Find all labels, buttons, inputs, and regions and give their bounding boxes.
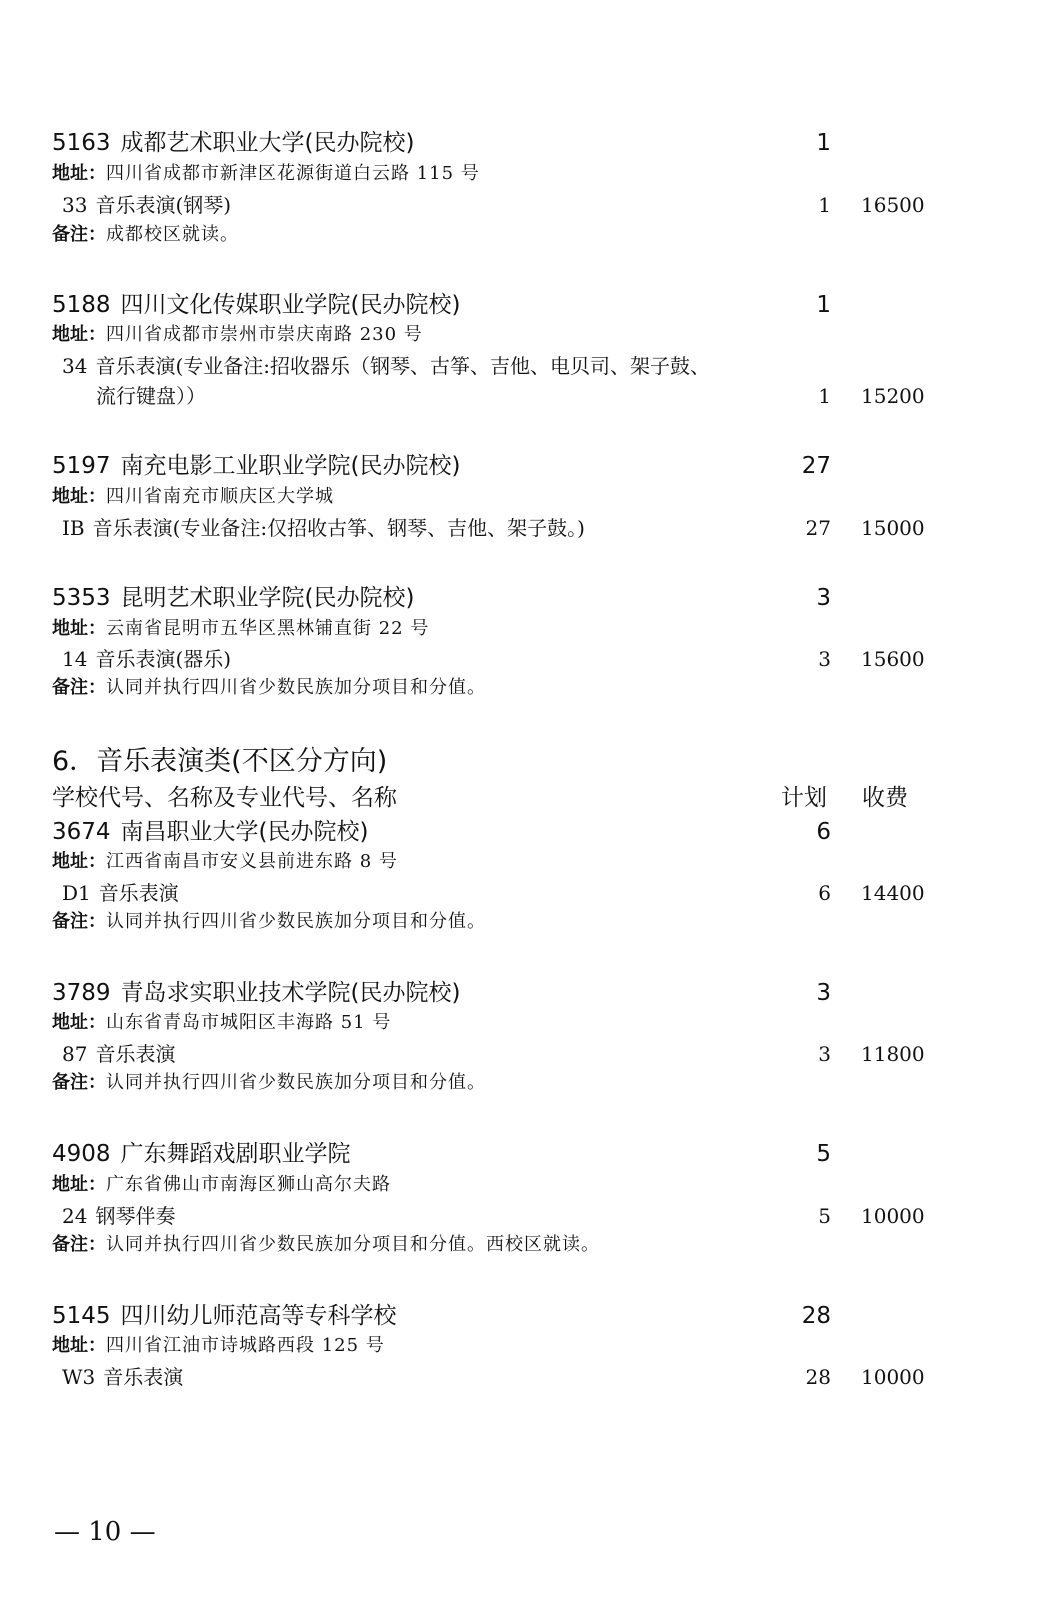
major-name: 音乐表演 (98, 881, 179, 905)
school-note (52, 1233, 600, 1257)
address-label: 地址： (52, 486, 106, 507)
major-plan: 5 (818, 1204, 831, 1228)
major-code: 87 (62, 1042, 88, 1066)
major-name: 音乐表演(器乐) (95, 647, 232, 671)
major-name-continued: 流行键盘）） (96, 384, 206, 408)
address-label: 地址： (52, 324, 106, 345)
note-text: 认同并执行四川省少数民族加分项目和分值。 (106, 677, 486, 698)
major-fee: 15000 (861, 516, 925, 540)
address-text: 云南省昆明市五华区黑林铺直街 22 号 (106, 618, 430, 639)
major-row (62, 515, 585, 541)
address-label: 地址： (52, 618, 106, 639)
school-note (52, 676, 486, 700)
major-code: D1 (62, 881, 91, 905)
major-code: IB (62, 516, 85, 540)
school-address (52, 323, 423, 347)
school-name: 南昌职业大学(民办院校) (120, 819, 369, 845)
note-text: 成都校区就读。 (106, 224, 239, 245)
major-row (62, 1041, 175, 1067)
school-address (52, 617, 429, 641)
address-label: 地址： (52, 1335, 106, 1356)
school-plan: 27 (801, 453, 831, 479)
school-address (52, 485, 334, 509)
school-title (52, 584, 415, 612)
column-header-plan: 计划 (781, 785, 827, 811)
school-plan: 1 (816, 130, 831, 156)
major-name: 钢琴伴奏 (95, 1204, 176, 1228)
note-label: 备注： (52, 677, 106, 698)
major-plan: 6 (818, 881, 831, 905)
school-plan: 3 (816, 585, 831, 611)
school-note (52, 223, 239, 247)
school-title (52, 1140, 351, 1168)
address-text: 山东省青岛市城阳区丰海路 51 号 (106, 1012, 392, 1033)
school-address (52, 162, 480, 186)
major-fee: 10000 (861, 1204, 925, 1228)
school-title (52, 129, 415, 157)
school-code: 4908 (52, 1141, 111, 1167)
school-name: 南充电影工业职业学院(民办院校) (120, 453, 461, 479)
school-title (52, 291, 461, 319)
address-label: 地址： (52, 1174, 106, 1195)
page-number: — 10 — (54, 1517, 156, 1547)
major-plan: 28 (805, 1365, 831, 1389)
major-code: 34 (62, 354, 88, 378)
school-title (52, 979, 461, 1007)
note-label: 备注： (52, 1234, 106, 1255)
major-plan: 1 (818, 193, 831, 217)
major-plan: 1 (818, 384, 831, 408)
school-name: 四川幼儿师范高等专科学校 (120, 1303, 397, 1329)
school-code: 5163 (52, 130, 111, 156)
note-label: 备注： (52, 911, 106, 932)
school-code: 5353 (52, 585, 111, 611)
major-name: 音乐表演(钢琴) (95, 193, 232, 217)
major-row (62, 1364, 183, 1390)
major-name: 音乐表演(专业备注:招收器乐（钢琴、古筝、吉他、电贝司、架子鼓、 (95, 354, 710, 378)
school-note (52, 910, 486, 934)
school-title (52, 452, 461, 480)
column-header-school: 学校代号、名称及专业代号、名称 (52, 785, 397, 811)
major-plan: 3 (818, 647, 831, 671)
school-code: 5188 (52, 292, 111, 318)
address-text: 四川省江油市诗城路西段 125 号 (106, 1335, 385, 1356)
school-note (52, 1071, 486, 1095)
school-code: 3789 (52, 980, 111, 1006)
major-code: W3 (62, 1365, 96, 1389)
school-address (52, 850, 398, 874)
major-row (62, 353, 710, 379)
address-text: 广东省佛山市南海区狮山高尔夫路 (106, 1174, 391, 1195)
major-plan: 27 (805, 516, 831, 540)
school-name: 昆明艺术职业学院(民办院校) (120, 585, 415, 611)
major-row (62, 880, 179, 906)
major-row (62, 1203, 175, 1229)
school-title (52, 1302, 397, 1330)
major-name: 音乐表演 (95, 1042, 176, 1066)
address-label: 地址： (52, 163, 106, 184)
school-plan: 1 (816, 292, 831, 318)
major-code: 14 (62, 647, 88, 671)
address-text: 四川省南充市顺庆区大学城 (106, 486, 334, 507)
address-label: 地址： (52, 851, 106, 872)
note-label: 备注： (52, 224, 106, 245)
school-code: 5197 (52, 453, 111, 479)
major-fee: 10000 (861, 1365, 925, 1389)
major-code: 24 (62, 1204, 88, 1228)
major-fee: 15200 (861, 384, 925, 408)
address-text: 江西省南昌市安义县前进东路 8 号 (106, 851, 398, 872)
address-text: 四川省成都市新津区花源街道白云路 115 号 (106, 163, 480, 184)
major-name: 音乐表演 (103, 1365, 184, 1389)
major-code: 33 (62, 193, 88, 217)
school-address (52, 1334, 385, 1358)
school-name: 四川文化传媒职业学院(民办院校) (120, 292, 461, 318)
major-row (62, 646, 231, 672)
major-name: 音乐表演(专业备注:仅招收古筝、钢琴、吉他、架子鼓。) (92, 516, 585, 540)
major-fee: 15600 (861, 647, 925, 671)
major-plan: 3 (818, 1042, 831, 1066)
address-label: 地址： (52, 1012, 106, 1033)
school-address (52, 1011, 391, 1035)
section-title: 6．音乐表演类(不区分方向) (52, 746, 388, 777)
note-text: 认同并执行四川省少数民族加分项目和分值。西校区就读。 (106, 1234, 600, 1255)
address-text: 四川省成都市崇州市崇庆南路 230 号 (106, 324, 423, 345)
major-fee: 14400 (861, 881, 925, 905)
note-label: 备注： (52, 1072, 106, 1093)
school-name: 青岛求实职业技术学院(民办院校) (120, 980, 461, 1006)
school-plan: 5 (816, 1141, 831, 1167)
school-plan: 6 (816, 819, 831, 845)
school-address (52, 1173, 391, 1197)
school-plan: 3 (816, 980, 831, 1006)
school-plan: 28 (801, 1303, 831, 1329)
major-row (62, 192, 231, 218)
note-text: 认同并执行四川省少数民族加分项目和分值。 (106, 1072, 486, 1093)
school-title (52, 818, 369, 846)
note-text: 认同并执行四川省少数民族加分项目和分值。 (106, 911, 486, 932)
school-name: 成都艺术职业大学(民办院校) (120, 130, 415, 156)
school-code: 3674 (52, 819, 111, 845)
column-header-fee: 收费 (862, 785, 908, 811)
school-name: 广东舞蹈戏剧职业学院 (120, 1141, 351, 1167)
major-fee: 16500 (861, 193, 925, 217)
school-code: 5145 (52, 1303, 111, 1329)
major-fee: 11800 (861, 1042, 925, 1066)
